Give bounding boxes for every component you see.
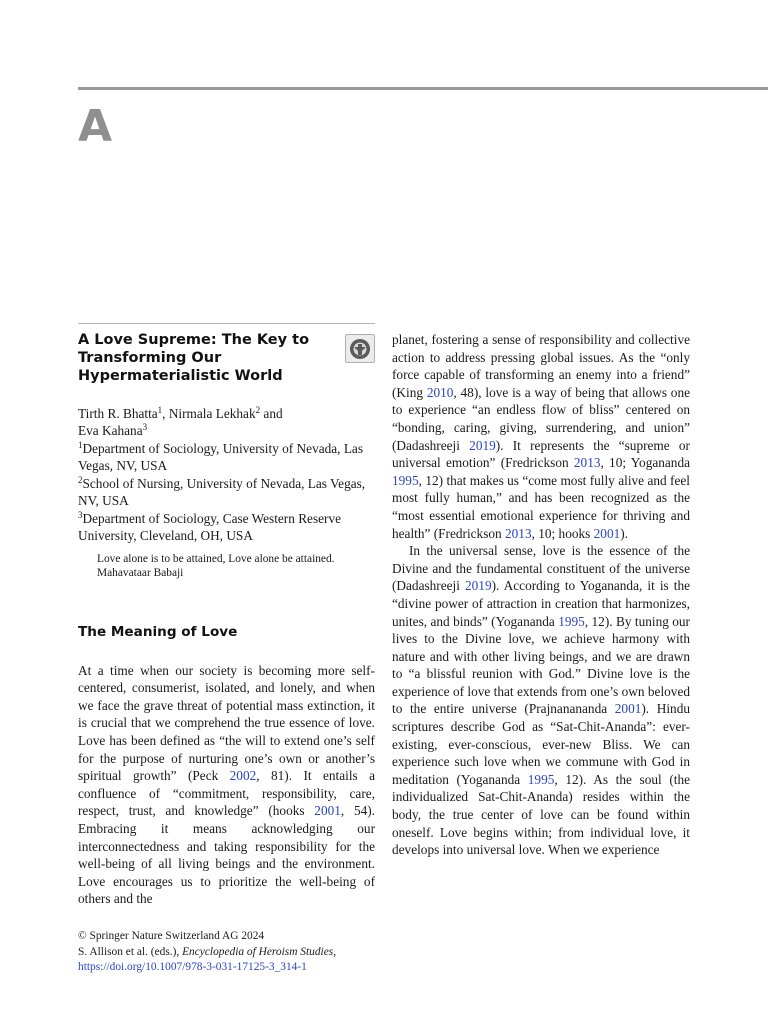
citation-link[interactable]: 1995	[392, 472, 419, 488]
citation-link[interactable]: 2002	[229, 768, 257, 784]
citation-link[interactable]: 2001	[614, 701, 642, 717]
author-name: Eva Kahana	[78, 423, 143, 439]
section-letter: A	[78, 101, 113, 152]
text-run: , 81). It entails a confluence of “commitment, responsibility, care, respect, trust, and knowledge” (hooks	[78, 768, 375, 819]
crossmark-icon[interactable]	[345, 334, 375, 363]
author-sup: 2	[255, 404, 261, 415]
text-run: ). According to Yogananda, it is the “divine power of attraction in creation that harmonizes, unites, and binds” (Yogananda	[392, 578, 690, 629]
affiliation	[78, 510, 375, 545]
text-run: , 54). Embracing it means acknowledging our interconnectedness and taking responsibility for the well-being of all living beings and the environment. Love encourages us to prioritize the well-being of others and the	[78, 803, 376, 907]
text-run: At a time when our society is becoming more self-centered, consumerist, isolated, and lonely, and when we face the grave threat of potential mass extinction, it is crucial that we comprehend the true essence of love. Love has been defined as “the will to extend one’s self for the purpose of nurturing one’s own or another’s spiritual growth” (Peck	[78, 662, 375, 784]
affiliation-text: School of Nursing, University of Nevada, Las Vegas, NV, USA	[78, 475, 366, 509]
citation-link[interactable]: 2019	[469, 437, 496, 453]
text-run: planet, fostering a sense of responsibility and collective action to address pressing global issues. As the “only force capable of transforming an enemy into a friend” (King	[392, 332, 690, 400]
body-paragraph	[392, 542, 690, 859]
author-list: Tirth R. Bhatta$^1$, Nirmala Lekhak$^2$ and Eva Kahana$^3$	[78, 404, 283, 439]
body-paragraph	[78, 662, 375, 908]
affiliation	[78, 475, 375, 510]
citation-link[interactable]: 2001	[314, 803, 341, 819]
footer	[78, 929, 378, 976]
citation-link[interactable]: 2001	[593, 525, 621, 541]
top-rule	[78, 87, 768, 90]
author-sup: 1	[157, 404, 163, 415]
left-column	[78, 323, 375, 908]
text-run: , 10; hooks	[531, 525, 594, 541]
title-rule	[78, 323, 375, 324]
affiliation-text: Department of Sociology, Case Western Reserve University, Cleveland, OH, USA	[78, 510, 342, 544]
epigraph-attribution: Mahavataar Babaji	[97, 567, 184, 580]
citation-link[interactable]: 2019	[465, 578, 492, 594]
text-run: , 12) that makes us “come most fully alive and feel most fully human,” and has been recognized as the “most essential emotional experience for thriving and health” (Fredrickson	[392, 472, 690, 541]
book-title: Encyclopedia of Heroism Studies	[182, 945, 334, 958]
affiliation	[78, 440, 375, 475]
author-name: Nirmala Lekhak	[168, 405, 256, 421]
citation-line	[78, 945, 378, 961]
text-run: In the universal sense, love is the essence of the Divine and the fundamental constituent of the universe (Dadashreeji	[392, 543, 690, 594]
copyright-line: © Springer Nature Switzerland AG 2024	[78, 930, 265, 942]
text-run: , 12). By tuning our lives to the Divine love, we achieve harmony with nature and with other living beings, and we are drawn to “a blissful reunion with God.” Divine love is the experience of love that extends from one’s own beloved to the entire universe (Prajnanananda	[392, 613, 690, 717]
author-name: Tirth R. Bhatta	[78, 405, 158, 421]
text-run: ).	[620, 525, 629, 541]
citation-link[interactable]: 2013	[573, 455, 601, 471]
affiliation-sup: 1	[78, 439, 83, 450]
text-run: , 48), love is a way of being that allows one to experience “an endless flow of bliss” centered on “bonding, caring, giving, surrendering, and union” (Dadashreeji	[392, 384, 690, 453]
epigraph	[97, 552, 375, 581]
text-run: ). Hindu scriptures describe God as “Sat-Chit-Ananda”: ever-existing, ever-conscious, ever-new Bliss. We can experience such love when we commune with God in meditation (Yogananda	[392, 701, 690, 787]
author-conjunction: and	[263, 405, 283, 421]
affiliation-sup: 2	[78, 474, 83, 485]
text-run: ). It represents the “supreme or universal emotion” (Fredrickson	[392, 437, 690, 471]
citation-link[interactable]: 1995	[527, 771, 555, 787]
epigraph-quote: Love alone is to be attained, Love alone be attained.	[97, 552, 335, 565]
citation-prefix: S. Allison et al. (eds.),	[78, 945, 183, 958]
section-heading: The Meaning of Love	[78, 623, 238, 640]
right-column	[392, 331, 690, 859]
author-sup: 3	[142, 422, 148, 433]
citation-link[interactable]: 1995	[558, 613, 585, 629]
body-paragraph	[392, 331, 690, 542]
doi-link[interactable]: https://doi.org/10.1007/978-3-031-17125-3_314-1	[78, 961, 307, 973]
citation-suffix: ,	[333, 945, 337, 958]
citation-link[interactable]: 2010	[426, 384, 454, 400]
affiliation-text: Department of Sociology, University of Nevada, Las Vegas, NV, USA	[78, 440, 364, 474]
text-run: , 10; Yogananda	[600, 455, 690, 471]
title-block	[78, 331, 375, 386]
article-title: A Love Supreme: The Key to Transforming Our Hypermaterialistic World	[78, 332, 310, 385]
affiliation-sup: 3	[78, 509, 83, 520]
citation-link[interactable]: 2013	[505, 525, 532, 541]
text-run: , 12). As the soul (the individualized Sat-Chit-Ananda) resides within the body, the true center of love can be found within oneself. Love begins within; from individual love, it develops into universal love. When we experience	[392, 771, 691, 858]
